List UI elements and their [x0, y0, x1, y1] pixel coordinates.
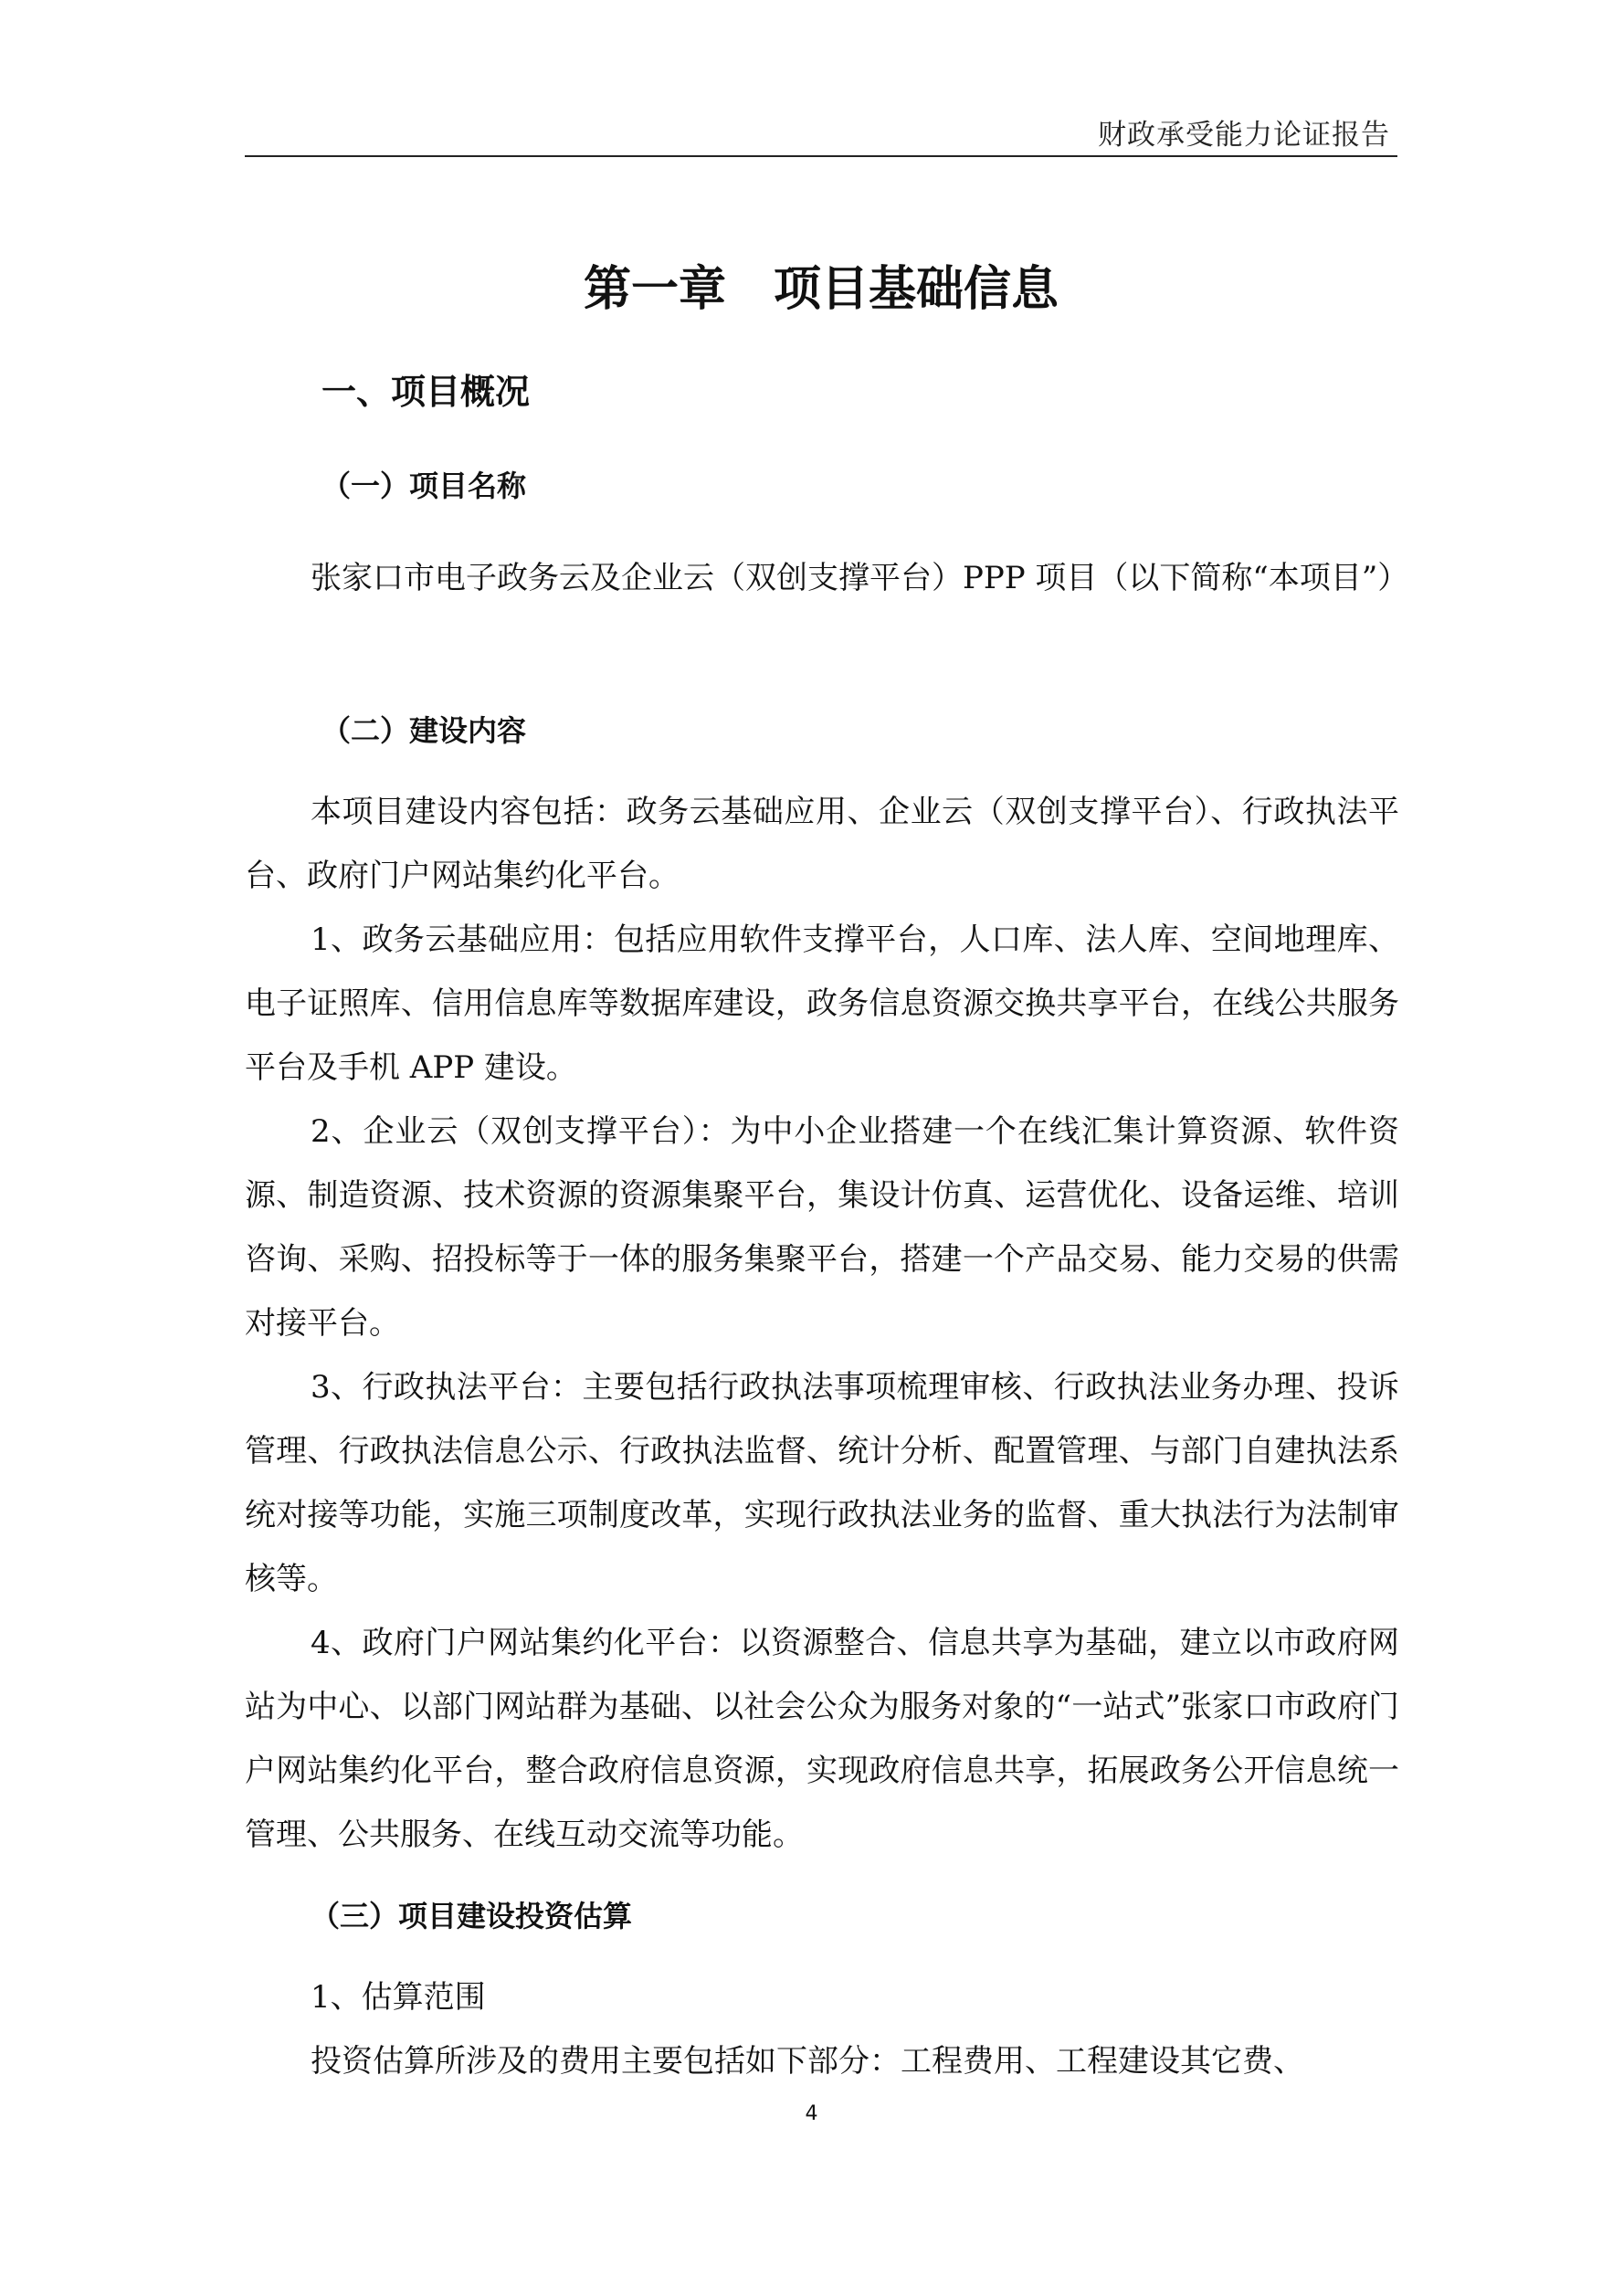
section-heading: 一、项目概况 [321, 372, 531, 412]
subsection-heading-investment: （三）项目建设投资估算 [311, 1899, 633, 1933]
estimate-scope-title: 1、估算范围 [311, 1979, 486, 2016]
content-item-paragraph: 4、政府门户网站集约化平台：以资源整合、信息共享为基础，建立以市政府网站为中心、以部门网站群为基础、以社会公众为服务对象的“一站式”张家口市政府门户网站集约化平台，整合政府信息资源，实现政府信息共享，拓展政务公开信息统一管理、公共服务、在线互动交流等功能。 [245, 1625, 1399, 1853]
running-title: 财政承受能力论证报告 [1098, 119, 1390, 152]
content-item-paragraph: 3、行政执法平台：主要包括行政执法事项梳理审核、行政执法业务办理、投诉管理、行政执法信息公示、行政执法监督、统计分析、配置管理、与部门自建执法系统对接等功能，实施三项制度改革，实现行政执法业务的监督、重大执法行为法制审核等。 [245, 1369, 1399, 1597]
content-item-paragraph: 2、企业云（双创支撑平台）：为中小企业搭建一个在线汇集计算资源、软件资源、制造资源、技术资源的资源集聚平台，集设计仿真、运营优化、设备运维、培训咨询、采购、招投标等于一体的服务集聚平台，搭建一个产品交易、能力交易的供需对接平台。 [245, 1113, 1399, 1342]
estimate-scope-paragraph: 投资估算所涉及的费用主要包括如下部分：工程费用、工程建设其它费、 [311, 2043, 1304, 2080]
page-header [245, 108, 1397, 157]
content-item-paragraph: 1、政务云基础应用：包括应用软件支撑平台，人口库、法人库、空间地理库、电子证照库、信用信息库等数据库建设，政务信息资源交换共享平台，在线公共服务平台及手机 APP 建设。 [245, 922, 1399, 1086]
chapter-title: 第一章 项目基础信息 [583, 262, 1059, 317]
subsection-heading-content: （二）建设内容 [321, 713, 527, 748]
content-intro-paragraph: 本项目建设内容包括：政务云基础应用、企业云（双创支撑平台）、行政执法平台、政府门户网站集约化平台。 [245, 794, 1399, 894]
project-name-paragraph: 张家口市电子政务云及企业云（双创支撑平台）PPP 项目（以下简称“本项目”） [311, 560, 1409, 596]
page-number: 4 [805, 2102, 818, 2125]
subsection-heading-name: （一）项目名称 [321, 469, 527, 503]
